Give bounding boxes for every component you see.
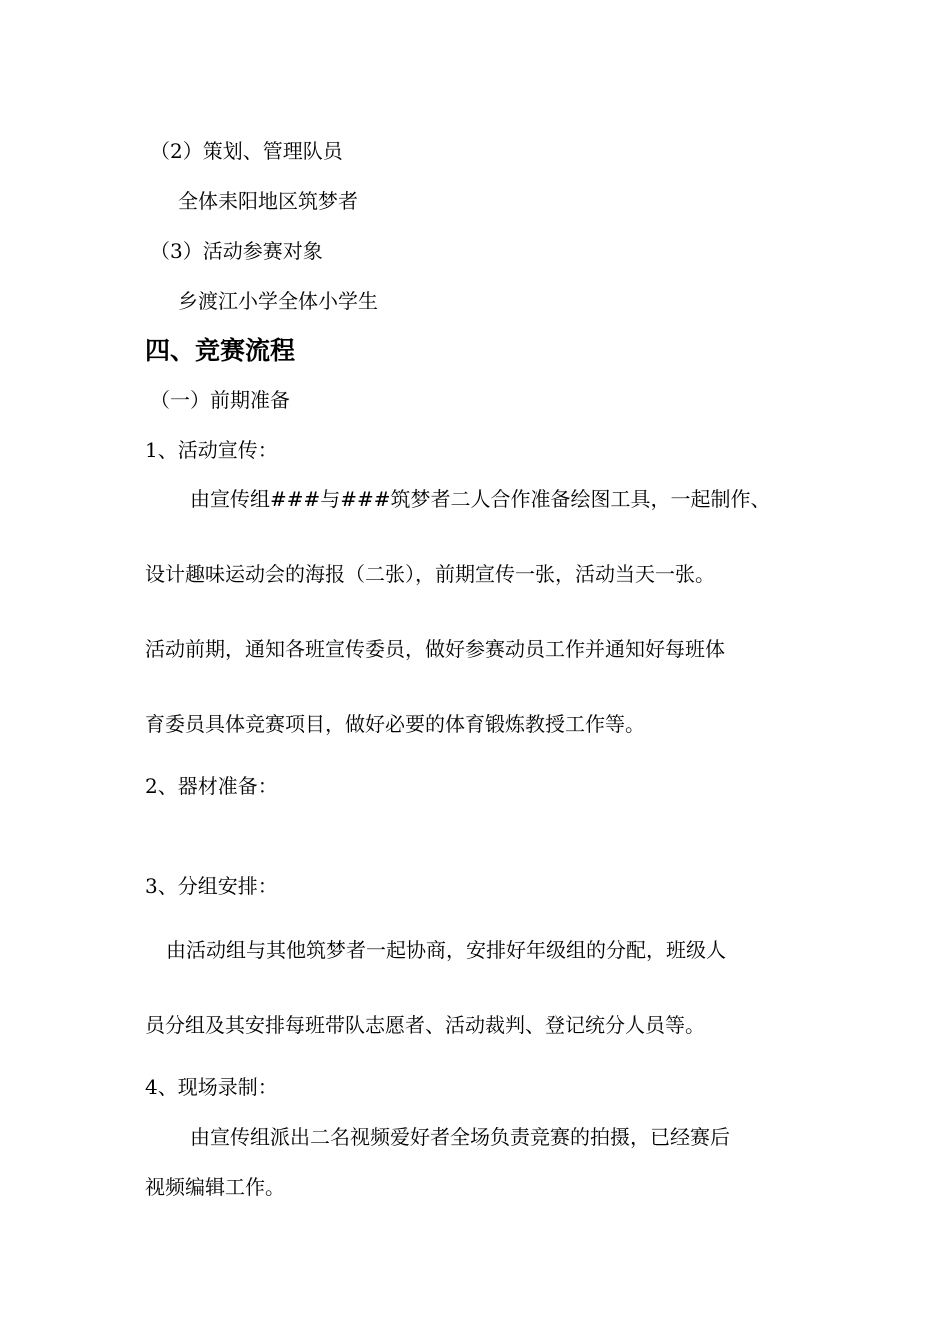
paragraph-line: 由宣传组派出二名视频爱好者全场负责竞赛的拍摄，已经赛后	[190, 1125, 730, 1149]
step-recording-title: 4、现场录制：	[145, 1075, 278, 1099]
paragraph-line: 由宣传组###与###筑梦者二人合作准备绘图工具，一起制作、	[190, 487, 771, 511]
paragraph-line: 员分组及其安排每班带队志愿者、活动裁判、登记统分人员等。	[145, 1013, 705, 1037]
step-grouping-title: 3、分组安排：	[145, 874, 278, 898]
step-equipment-title: 2、器材准备：	[145, 774, 278, 798]
item-planning-team: （2）策划、管理队员	[150, 139, 343, 163]
item-planning-team-value: 全体耒阳地区筑梦者	[178, 189, 358, 213]
paragraph-line: 活动前期，通知各班宣传委员，做好参赛动员工作并通知好每班体	[145, 637, 725, 661]
paragraph-line: 视频编辑工作。	[145, 1175, 285, 1199]
step-promotion-title: 1、活动宣传：	[145, 438, 278, 462]
item-participants-value: 乡渡江小学全体小学生	[178, 289, 378, 313]
paragraph-line: 由活动组与其他筑梦者一起协商，安排好年级组的分配，班级人	[166, 938, 726, 962]
paragraph-line: 设计趣味运动会的海报（二张），前期宣传一张，活动当天一张。	[145, 562, 715, 586]
paragraph-line: 育委员具体竞赛项目，做好必要的体育锻炼教授工作等。	[145, 712, 645, 736]
item-participants: （3）活动参赛对象	[150, 239, 323, 263]
subsection-heading: （一）前期准备	[150, 388, 290, 412]
section-heading: 四、竞赛流程	[145, 336, 296, 365]
